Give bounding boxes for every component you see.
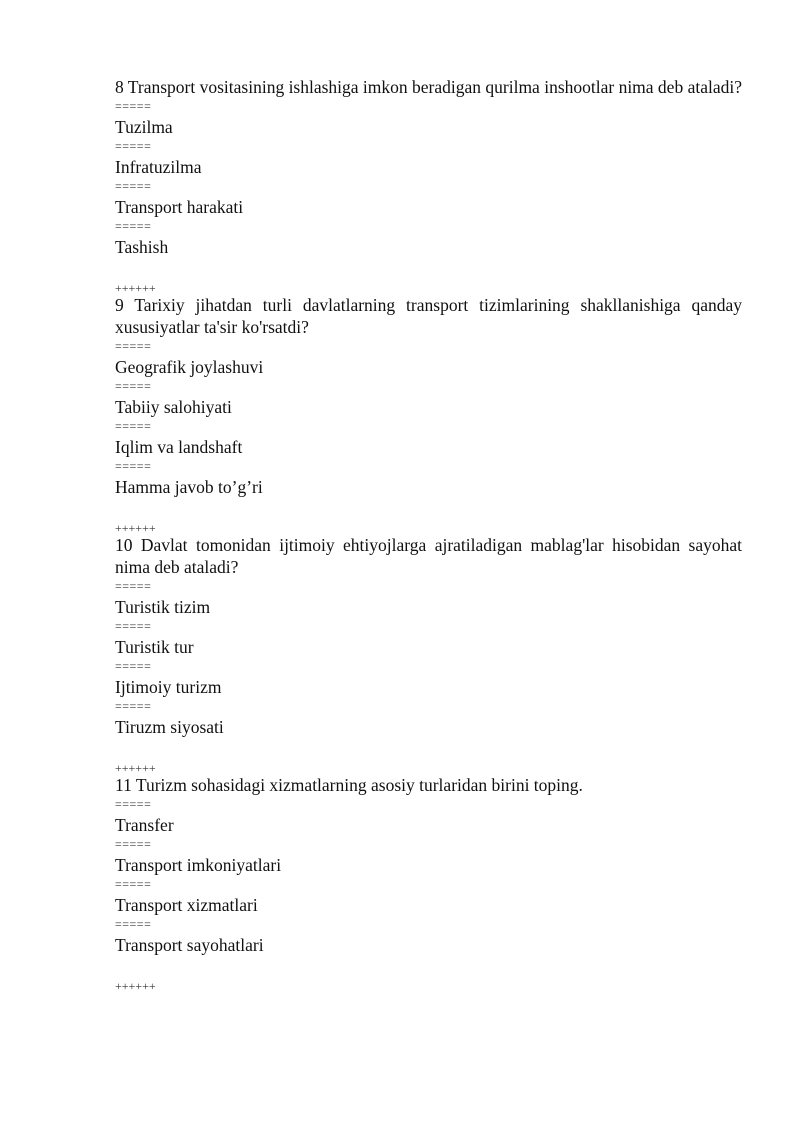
answer-option: Infratuzilma	[115, 157, 202, 177]
answer-option: Transport sayohatlari	[115, 935, 264, 955]
separator: =====	[115, 179, 152, 193]
answer-option: Turistik tizim	[115, 597, 211, 617]
end-marker: ++++++	[115, 281, 156, 295]
separator: =====	[115, 699, 152, 713]
answer-option: Iqlim va landshaft	[115, 437, 243, 457]
document-page	[115, 76, 742, 992]
separator: =====	[115, 379, 152, 393]
end-marker: ++++++	[115, 521, 156, 535]
answer-option: Transport xizmatlari	[115, 895, 258, 915]
answer-option: Tabiiy salohiyati	[115, 397, 232, 417]
separator: =====	[115, 219, 152, 233]
answer-option: Tiruzm siyosati	[115, 717, 224, 737]
answer-option: Transfer	[115, 815, 174, 835]
separator: =====	[115, 139, 152, 153]
separator: =====	[115, 877, 152, 891]
separator: =====	[115, 459, 152, 473]
answer-option: Ijtimoiy turizm	[115, 677, 222, 697]
answer-option: Tuzilma	[115, 117, 173, 137]
separator: =====	[115, 917, 152, 931]
separator: =====	[115, 619, 152, 633]
answer-option: Transport imkoniyatlari	[115, 855, 282, 875]
separator: =====	[115, 419, 152, 433]
separator: =====	[115, 797, 152, 811]
answer-option: Geografik joylashuvi	[115, 357, 264, 377]
question-text: 10 Davlat tomonidan ijtimoiy ehtiyojlarga ajratiladigan mablag'lar hisobidan sayohat nima deb ataladi?	[115, 535, 742, 577]
separator: =====	[115, 837, 152, 851]
end-marker: ++++++	[115, 979, 156, 993]
question-block-8	[115, 76, 742, 294]
question-text: 11 Turizm sohasidagi xizmatlarning asosiy turlaridan birini toping.	[115, 775, 583, 795]
question-block-9	[115, 294, 742, 534]
separator: =====	[115, 99, 152, 113]
question-block-11	[115, 774, 742, 992]
answer-option: Hamma javob to’g’ri	[115, 477, 263, 497]
answer-option: Transport harakati	[115, 197, 244, 217]
question-block-10	[115, 534, 742, 774]
separator: =====	[115, 579, 152, 593]
end-marker: ++++++	[115, 761, 156, 775]
separator: =====	[115, 659, 152, 673]
question-text: 8 Transport vositasining ishlashiga imkon beradigan qurilma inshootlar nima deb ataladi?	[115, 77, 742, 97]
question-text: 9 Tarixiy jihatdan turli davlatlarning transport tizimlarining shakllanishiga qanday xususiyatlar ta'sir ko'rsatdi?	[115, 295, 742, 337]
separator: =====	[115, 339, 152, 353]
answer-option: Turistik tur	[115, 637, 194, 657]
answer-option: Tashish	[115, 237, 169, 257]
